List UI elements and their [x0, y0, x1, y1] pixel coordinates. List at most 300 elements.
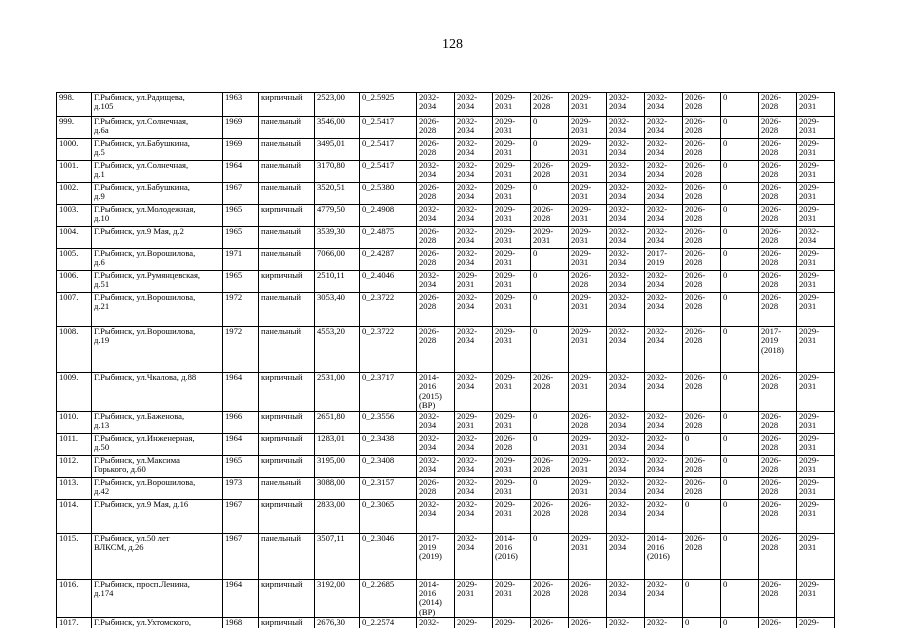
- cell-work-10: 2026- 2028: [759, 433, 797, 455]
- cell-work-5: 2029- 2031: [569, 327, 607, 373]
- cell-work-6: 2032- 2034: [607, 183, 645, 205]
- cell-work-11: 2029- 2031: [797, 533, 835, 579]
- cell-work-9: 0: [721, 271, 759, 293]
- cell-total-area: 2676,30: [315, 618, 360, 628]
- cell-work-11: 2029- 2031: [797, 433, 835, 455]
- cell-work-6: 2032- 2034: [607, 477, 645, 499]
- cell-wall-material: кирпичный: [259, 579, 315, 618]
- cell-total-area: 3507,11: [315, 533, 360, 579]
- cell-work-5: 2029- 2031: [569, 249, 607, 271]
- cell-build-year: 1965: [223, 271, 259, 293]
- cell-wall-material: панельный: [259, 327, 315, 373]
- cell-index: 0_2.3157: [360, 477, 417, 499]
- cell-work-9: 0: [721, 93, 759, 117]
- cell-work-2: 2032- 2034: [455, 455, 493, 477]
- cell-work-3: 2029- 2031: [493, 477, 531, 499]
- cell-row-number: 1009.: [57, 373, 92, 412]
- table-row: [57, 327, 835, 373]
- cell-work-2: 2032- 2034: [455, 327, 493, 373]
- cell-address: Г.Рыбинск, ул.Ухтомского,: [92, 618, 223, 628]
- cell-work-4: 0: [531, 271, 569, 293]
- cell-work-11: 2029- 2031: [797, 293, 835, 327]
- cell-address: Г.Рыбинск, ул.Баженова, д.13: [92, 411, 223, 433]
- cell-index: 0_2.3556: [360, 411, 417, 433]
- cell-work-9: 0: [721, 411, 759, 433]
- cell-work-5: 2029- 2031: [569, 117, 607, 139]
- cell-work-7: 2014- 2016 (2016): [645, 533, 683, 579]
- cell-work-1: 2026- 2028: [417, 139, 455, 161]
- cell-address: Г.Рыбинск, ул.Чкалова, д.88: [92, 373, 223, 412]
- cell-work-2: 2032- 2034: [455, 293, 493, 327]
- cell-work-4: 0: [531, 293, 569, 327]
- cell-work-4: 2026-: [531, 618, 569, 628]
- cell-work-9: 0: [721, 183, 759, 205]
- cell-work-2: 2029- 2031: [455, 271, 493, 293]
- cell-address: Г.Рыбинск, ул.9 Мая, д.16: [92, 499, 223, 533]
- cell-row-number: 1006.: [57, 271, 92, 293]
- cell-work-5: 2029- 2031: [569, 161, 607, 183]
- cell-work-6: 2032- 2034: [607, 227, 645, 249]
- cell-row-number: 1002.: [57, 183, 92, 205]
- cell-work-2: 2032- 2034: [455, 183, 493, 205]
- cell-work-8: 2026- 2028: [683, 205, 721, 227]
- cell-total-area: 3170,80: [315, 161, 360, 183]
- cell-work-11: 2029- 2031: [797, 183, 835, 205]
- cell-work-3: 2029- 2031: [493, 161, 531, 183]
- cell-work-9: 0: [721, 618, 759, 628]
- table-row: [57, 373, 835, 412]
- cell-work-10: 2026- 2028: [759, 477, 797, 499]
- cell-index: 0_2.4046: [360, 271, 417, 293]
- cell-index: 0_2.4875: [360, 227, 417, 249]
- cell-work-1: 2014- 2016 (2014) (ВР): [417, 579, 455, 618]
- cell-work-1: 2032-: [417, 618, 455, 628]
- cell-row-number: 1011.: [57, 433, 92, 455]
- cell-address: Г.Рыбинск, ул.Молодежная, д.10: [92, 205, 223, 227]
- cell-work-1: 2032- 2034: [417, 411, 455, 433]
- cell-work-11: 2029- 2031: [797, 499, 835, 533]
- cell-work-4: 2026- 2028: [531, 205, 569, 227]
- table-body: [57, 93, 835, 628]
- cell-work-10: 2026- 2028: [759, 411, 797, 433]
- cell-work-6: 2032- 2034: [607, 455, 645, 477]
- cell-wall-material: кирпичный: [259, 205, 315, 227]
- cell-work-6: 2032- 2034: [607, 433, 645, 455]
- cell-total-area: 7066,00: [315, 249, 360, 271]
- cell-work-5: 2029- 2031: [569, 373, 607, 412]
- cell-work-7: 2032-: [645, 618, 683, 628]
- cell-work-8: 2026- 2028: [683, 293, 721, 327]
- cell-work-11: 2029- 2031: [797, 161, 835, 183]
- table-row: [57, 499, 835, 533]
- cell-work-8: 0: [683, 499, 721, 533]
- cell-work-2: 2032- 2034: [455, 499, 493, 533]
- cell-wall-material: кирпичный: [259, 271, 315, 293]
- cell-total-area: 2833,00: [315, 499, 360, 533]
- cell-work-11: 2029- 2031: [797, 139, 835, 161]
- cell-work-6: 2032- 2034: [607, 411, 645, 433]
- cell-total-area: 1283,01: [315, 433, 360, 455]
- cell-work-8: 2026- 2028: [683, 455, 721, 477]
- cell-index: 0_2.3065: [360, 499, 417, 533]
- cell-work-9: 0: [721, 455, 759, 477]
- cell-index: 0_2.4908: [360, 205, 417, 227]
- cell-work-3: 2029- 2031: [493, 293, 531, 327]
- cell-wall-material: кирпичный: [259, 499, 315, 533]
- cell-work-2: 2032- 2034: [455, 249, 493, 271]
- cell-total-area: 3539,30: [315, 227, 360, 249]
- cell-wall-material: кирпичный: [259, 618, 315, 628]
- cell-work-8: 2026- 2028: [683, 183, 721, 205]
- cell-work-5: 2026- 2028: [569, 579, 607, 618]
- cell-work-1: 2014- 2016 (2015) (ВР): [417, 373, 455, 412]
- cell-work-8: 2026- 2028: [683, 161, 721, 183]
- cell-work-7: 2032- 2034: [645, 183, 683, 205]
- cell-work-9: 0: [721, 227, 759, 249]
- cell-work-10: 2026- 2028: [759, 227, 797, 249]
- cell-address: Г.Рыбинск, просп.Ленина, д.174: [92, 579, 223, 618]
- cell-work-4: 0: [531, 433, 569, 455]
- cell-wall-material: панельный: [259, 477, 315, 499]
- cell-work-5: 2029- 2031: [569, 293, 607, 327]
- cell-index: 0_2.5417: [360, 117, 417, 139]
- cell-index: 0_2.3722: [360, 293, 417, 327]
- cell-row-number: 999.: [57, 117, 92, 139]
- cell-work-7: 2032- 2034: [645, 411, 683, 433]
- cell-work-5: 2029- 2031: [569, 93, 607, 117]
- cell-work-9: 0: [721, 579, 759, 618]
- cell-work-1: 2026- 2028: [417, 327, 455, 373]
- cell-work-9: 0: [721, 433, 759, 455]
- cell-work-5: 2029- 2031: [569, 227, 607, 249]
- cell-work-11: 2029- 2031: [797, 477, 835, 499]
- cell-work-7: 2032- 2034: [645, 293, 683, 327]
- cell-work-5: 2026- 2028: [569, 271, 607, 293]
- cell-work-8: 2026- 2028: [683, 327, 721, 373]
- cell-work-9: 0: [721, 477, 759, 499]
- cell-work-7: 2032- 2034: [645, 477, 683, 499]
- cell-total-area: 3053,40: [315, 293, 360, 327]
- cell-work-6: 2032- 2034: [607, 327, 645, 373]
- cell-work-3: 2029- 2031: [493, 93, 531, 117]
- cell-total-area: 2523,00: [315, 93, 360, 117]
- cell-work-6: 2032- 2034: [607, 161, 645, 183]
- cell-work-7: 2017- 2019: [645, 249, 683, 271]
- cell-index: 0_2.4287: [360, 249, 417, 271]
- table-row: [57, 205, 835, 227]
- cell-work-3: 2029- 2031: [493, 205, 531, 227]
- cell-work-1: 2032- 2034: [417, 499, 455, 533]
- table-row: [57, 455, 835, 477]
- cell-work-5: 2026- 2028: [569, 411, 607, 433]
- cell-work-1: 2026- 2028: [417, 117, 455, 139]
- cell-row-number: 1012.: [57, 455, 92, 477]
- cell-address: Г.Рыбинск, ул.Ворошилова, д.19: [92, 327, 223, 373]
- cell-index: 0_2.5380: [360, 183, 417, 205]
- cell-work-8: 0: [683, 579, 721, 618]
- cell-work-6: 2032- 2034: [607, 499, 645, 533]
- cell-work-11: 2032- 2034: [797, 227, 835, 249]
- cell-total-area: 2531,00: [315, 373, 360, 412]
- cell-work-6: 2032-: [607, 618, 645, 628]
- cell-build-year: 1964: [223, 373, 259, 412]
- cell-work-2: 2032- 2034: [455, 117, 493, 139]
- cell-work-7: 2032- 2034: [645, 161, 683, 183]
- cell-work-7: 2032- 2034: [645, 499, 683, 533]
- cell-work-3: 2029- 2031: [493, 411, 531, 433]
- cell-row-number: 1014.: [57, 499, 92, 533]
- cell-total-area: 4779,50: [315, 205, 360, 227]
- cell-wall-material: панельный: [259, 293, 315, 327]
- cell-work-9: 0: [721, 161, 759, 183]
- cell-work-4: 0: [531, 139, 569, 161]
- cell-work-10: 2026- 2028: [759, 139, 797, 161]
- cell-address: Г.Рыбинск, ул.Ворошилова, д.6: [92, 249, 223, 271]
- cell-total-area: 3195,00: [315, 455, 360, 477]
- cell-work-4: 2026- 2028: [531, 499, 569, 533]
- cell-address: Г.Рыбинск, ул.Максима Горького, д.60: [92, 455, 223, 477]
- cell-row-number: 1001.: [57, 161, 92, 183]
- cell-work-9: 0: [721, 205, 759, 227]
- cell-work-4: 0: [531, 249, 569, 271]
- cell-wall-material: панельный: [259, 161, 315, 183]
- cell-index: 0_2.2574: [360, 618, 417, 628]
- cell-work-4: 2026- 2028: [531, 455, 569, 477]
- cell-wall-material: кирпичный: [259, 455, 315, 477]
- cell-work-10: 2026- 2028: [759, 205, 797, 227]
- cell-work-3: 2014- 2016 (2016): [493, 533, 531, 579]
- table-row: [57, 433, 835, 455]
- cell-work-1: 2026- 2028: [417, 227, 455, 249]
- table-row: [57, 411, 835, 433]
- cell-index: 0_2.3722: [360, 327, 417, 373]
- cell-work-3: 2029- 2031: [493, 327, 531, 373]
- cell-work-11: 2029- 2031: [797, 249, 835, 271]
- cell-build-year: 1966: [223, 411, 259, 433]
- cell-wall-material: кирпичный: [259, 433, 315, 455]
- cell-build-year: 1969: [223, 117, 259, 139]
- cell-work-8: 2026- 2028: [683, 533, 721, 579]
- cell-work-1: 2032- 2034: [417, 205, 455, 227]
- cell-work-8: 2026- 2028: [683, 411, 721, 433]
- table-row: [57, 249, 835, 271]
- cell-work-2: 2032- 2034: [455, 533, 493, 579]
- cell-work-5: 2029- 2031: [569, 455, 607, 477]
- cell-work-7: 2032- 2034: [645, 139, 683, 161]
- cell-work-3: 2029- 2031: [493, 183, 531, 205]
- cell-work-7: 2032- 2034: [645, 271, 683, 293]
- cell-work-10: 2017- 2019 (2018): [759, 327, 797, 373]
- cell-work-10: 2026- 2028: [759, 161, 797, 183]
- cell-index: 0_2.5417: [360, 139, 417, 161]
- table-row: [57, 183, 835, 205]
- cell-work-6: 2032- 2034: [607, 139, 645, 161]
- cell-work-1: 2026- 2028: [417, 477, 455, 499]
- cell-total-area: 3520,51: [315, 183, 360, 205]
- cell-work-10: 2026-: [759, 618, 797, 628]
- cell-build-year: 1967: [223, 499, 259, 533]
- cell-work-1: 2032- 2034: [417, 455, 455, 477]
- cell-work-2: 2032- 2034: [455, 161, 493, 183]
- cell-work-4: 2029- 2031: [531, 227, 569, 249]
- cell-address: Г.Рыбинск, ул.Солнечная, д.1: [92, 161, 223, 183]
- cell-work-7: 2032- 2034: [645, 227, 683, 249]
- cell-wall-material: кирпичный: [259, 373, 315, 412]
- cell-work-6: 2032- 2034: [607, 271, 645, 293]
- cell-row-number: 1008.: [57, 327, 92, 373]
- cell-work-3: 2029- 2031: [493, 271, 531, 293]
- cell-address: Г.Рыбинск, ул.Ворошилова, д.42: [92, 477, 223, 499]
- cell-work-10: 2026- 2028: [759, 117, 797, 139]
- cell-total-area: 4553,20: [315, 327, 360, 373]
- cell-work-5: 2029- 2031: [569, 139, 607, 161]
- cell-work-4: 2026- 2028: [531, 579, 569, 618]
- cell-index: 0_2.2685: [360, 579, 417, 618]
- cell-work-8: 2026- 2028: [683, 271, 721, 293]
- cell-work-9: 0: [721, 533, 759, 579]
- cell-work-11: 2029- 2031: [797, 327, 835, 373]
- cell-wall-material: панельный: [259, 249, 315, 271]
- cell-row-number: 1015.: [57, 533, 92, 579]
- cell-work-9: 0: [721, 249, 759, 271]
- cell-total-area: 2651,80: [315, 411, 360, 433]
- cell-work-2: 2032- 2034: [455, 477, 493, 499]
- cell-build-year: 1968: [223, 618, 259, 628]
- cell-work-9: 0: [721, 499, 759, 533]
- cell-work-7: 2032- 2034: [645, 579, 683, 618]
- cell-work-10: 2026- 2028: [759, 271, 797, 293]
- cell-row-number: 1017.: [57, 618, 92, 628]
- cell-address: Г.Рыбинск, ул.9 Мая, д.2: [92, 227, 223, 249]
- cell-work-3: 2029-: [493, 618, 531, 628]
- cell-total-area: 3495,01: [315, 139, 360, 161]
- table-row: [57, 533, 835, 579]
- cell-work-11: 2029- 2031: [797, 579, 835, 618]
- cell-work-11: 2029- 2031: [797, 205, 835, 227]
- cell-work-2: 2032- 2034: [455, 373, 493, 412]
- cell-work-3: 2029- 2031: [493, 373, 531, 412]
- cell-work-6: 2032- 2034: [607, 293, 645, 327]
- cell-work-5: 2029- 2031: [569, 533, 607, 579]
- table-row: [57, 618, 835, 628]
- cell-build-year: 1964: [223, 161, 259, 183]
- cell-work-9: 0: [721, 327, 759, 373]
- table-row: [57, 477, 835, 499]
- table-row: [57, 117, 835, 139]
- cell-row-number: 1003.: [57, 205, 92, 227]
- cell-address: Г.Рыбинск, ул.Радищева, д.105: [92, 93, 223, 117]
- cell-work-1: 2032- 2034: [417, 433, 455, 455]
- table-row: [57, 161, 835, 183]
- cell-work-8: 2026- 2028: [683, 249, 721, 271]
- cell-address: Г.Рыбинск, ул.Бабушкина, д.5: [92, 139, 223, 161]
- cell-index: 0_2.3046: [360, 533, 417, 579]
- cell-build-year: 1972: [223, 293, 259, 327]
- cell-work-7: 2032- 2034: [645, 327, 683, 373]
- cell-work-1: 2032- 2034: [417, 161, 455, 183]
- cell-index: 0_2.3408: [360, 455, 417, 477]
- cell-work-7: 2032- 2034: [645, 117, 683, 139]
- cell-work-11: 2029- 2031: [797, 455, 835, 477]
- cell-work-1: 2017- 2019 (2019): [417, 533, 455, 579]
- cell-work-2: 2029-: [455, 618, 493, 628]
- cell-work-11: 2029- 2031: [797, 271, 835, 293]
- cell-address: Г.Рыбинск, ул.Инженерная, д.50: [92, 433, 223, 455]
- cell-build-year: 1973: [223, 477, 259, 499]
- cell-work-9: 0: [721, 293, 759, 327]
- cell-work-3: 2029- 2031: [493, 139, 531, 161]
- cell-work-9: 0: [721, 117, 759, 139]
- cell-build-year: 1964: [223, 433, 259, 455]
- table-row: [57, 227, 835, 249]
- cell-work-11: 2029- 2031: [797, 93, 835, 117]
- cell-work-10: 2026- 2028: [759, 373, 797, 412]
- cell-work-5: 2029- 2031: [569, 433, 607, 455]
- cell-build-year: 1964: [223, 579, 259, 618]
- cell-work-3: 2026- 2028: [493, 433, 531, 455]
- cell-row-number: 1000.: [57, 139, 92, 161]
- cell-build-year: 1965: [223, 227, 259, 249]
- cell-address: Г.Рыбинск, ул.Бабушкина, д.9: [92, 183, 223, 205]
- cell-work-3: 2029- 2031: [493, 117, 531, 139]
- cell-total-area: 2510,11: [315, 271, 360, 293]
- cell-work-1: 2032- 2034: [417, 93, 455, 117]
- cell-work-7: 2032- 2034: [645, 373, 683, 412]
- cell-work-5: 2029- 2031: [569, 477, 607, 499]
- cell-work-2: 2032- 2034: [455, 227, 493, 249]
- cell-work-6: 2032- 2034: [607, 373, 645, 412]
- table-row: [57, 139, 835, 161]
- cell-work-6: 2032- 2034: [607, 579, 645, 618]
- cell-row-number: 1005.: [57, 249, 92, 271]
- cell-row-number: 1013.: [57, 477, 92, 499]
- cell-work-3: 2029- 2031: [493, 227, 531, 249]
- cell-work-8: 2026- 2028: [683, 477, 721, 499]
- cell-row-number: 1007.: [57, 293, 92, 327]
- cell-wall-material: кирпичный: [259, 411, 315, 433]
- cell-work-2: 2032- 2034: [455, 433, 493, 455]
- cell-work-10: 2026- 2028: [759, 455, 797, 477]
- cell-total-area: 3088,00: [315, 477, 360, 499]
- cell-work-9: 0: [721, 373, 759, 412]
- cell-row-number: 998.: [57, 93, 92, 117]
- table-row: [57, 579, 835, 618]
- cell-work-11: 2029- 2031: [797, 117, 835, 139]
- cell-work-2: 2032- 2034: [455, 93, 493, 117]
- cell-work-6: 2032- 2034: [607, 533, 645, 579]
- cell-work-3: 2029- 2031: [493, 455, 531, 477]
- cell-work-5: 2029- 2031: [569, 205, 607, 227]
- cell-address: Г.Рыбинск, ул.50 лет ВЛКСМ, д.26: [92, 533, 223, 579]
- cell-work-7: 2032- 2034: [645, 93, 683, 117]
- cell-work-3: 2029- 2031: [493, 249, 531, 271]
- cell-work-4: 2026- 2028: [531, 161, 569, 183]
- cell-work-6: 2032- 2034: [607, 117, 645, 139]
- cell-wall-material: панельный: [259, 139, 315, 161]
- cell-work-11: 2029- 2031: [797, 411, 835, 433]
- cell-index: 0_2.3438: [360, 433, 417, 455]
- table-row: [57, 293, 835, 327]
- cell-work-1: 2026- 2028: [417, 249, 455, 271]
- cell-work-8: 2026- 2028: [683, 117, 721, 139]
- cell-row-number: 1016.: [57, 579, 92, 618]
- cell-index: 0_2.5417: [360, 161, 417, 183]
- cell-work-10: 2026- 2028: [759, 579, 797, 618]
- cell-work-8: 0: [683, 433, 721, 455]
- cell-address: Г.Рыбинск, ул.Румянцевская, д.51: [92, 271, 223, 293]
- cell-work-4: 0: [531, 533, 569, 579]
- cell-work-5: 2029- 2031: [569, 183, 607, 205]
